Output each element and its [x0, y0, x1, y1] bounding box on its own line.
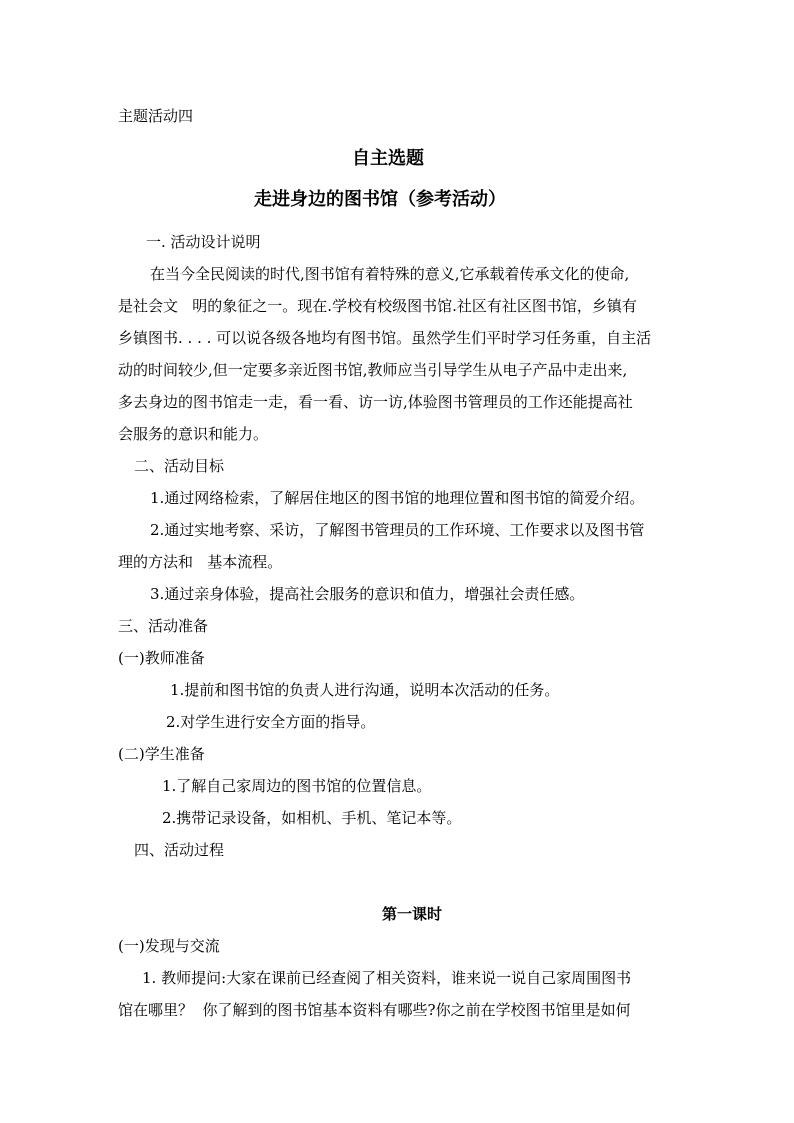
- paragraph-line: 是社会文 明的象征之一。现在.学校有校级图书馆.社区有社区图书馆，乡镇有: [118, 297, 637, 315]
- main-title: 自主选题: [352, 148, 424, 169]
- student-prep-item: 1.了解自己家周边的图书馆的位置信息。: [162, 777, 432, 795]
- paragraph-line: 动的时间较少,但一定要多亲近图书馆,教师应当引导学生从电子产品中走出来,: [118, 361, 628, 379]
- goal-item: 1.通过网络检索，了解居住地区的图书馆的地理位置和图书馆的简爱介绍。: [150, 489, 645, 507]
- paragraph-line: 1. 教师提问:大家在课前已经查阅了相关资料，谁来说一说自己家周围图书: [142, 969, 632, 987]
- teacher-prep-item: 1.提前和图书馆的负责人进行沟通，说明本次活动的任务。: [170, 681, 560, 699]
- paragraph-line: 多去身边的图书馆走一走，看一看、访一访,体验图书管理员的工作还能提高社: [118, 393, 633, 411]
- section-heading-goals: 二、活动目标: [134, 457, 225, 475]
- subtitle: 走进身边的图书馆（参考活动）: [254, 189, 506, 210]
- goal-item: 2.通过实地考察、采访，了解图书管理员的工作环境、工作要求以及图书管: [150, 521, 645, 539]
- section-heading-preparation: 三、活动准备: [118, 617, 209, 635]
- paragraph-line: 在当今全民阅读的时代,图书馆有着特殊的意义,它承载着传承文化的使命,: [150, 265, 630, 283]
- student-prep-heading: (二)学生准备: [118, 745, 205, 763]
- lesson-title: 第一课时: [382, 905, 443, 923]
- discovery-heading: (一)发现与交流: [118, 937, 220, 955]
- teacher-prep-heading: (一)教师准备: [118, 649, 205, 667]
- section-heading-design: 一. 活动设计说明: [146, 233, 261, 251]
- section-heading-process: 四、活动过程: [134, 841, 225, 859]
- paragraph-line: 乡镇图书. . . . 可以说各级各地均有图书馆。虽然学生们平时学习任务重，自主活: [118, 329, 652, 347]
- goal-item: 3.通过亲身体验，提高社会服务的意识和值力，增强社会责任感。: [150, 585, 585, 603]
- student-prep-item: 2.携带记录设备，如相机、手机、笔记本等。: [162, 809, 462, 827]
- paragraph-line: 馆在哪里？ 你了解到的图书馆基本资料有哪些?你之前在学校图书馆里是如何: [118, 1001, 631, 1019]
- paragraph-line: 会服务的意识和能力。: [118, 425, 269, 443]
- goal-item: 理的方法和 基本流程。: [118, 553, 283, 571]
- theme-label: 主题活动四: [118, 107, 194, 125]
- teacher-prep-item: 2.对学生进行安全方面的指导。: [166, 713, 376, 731]
